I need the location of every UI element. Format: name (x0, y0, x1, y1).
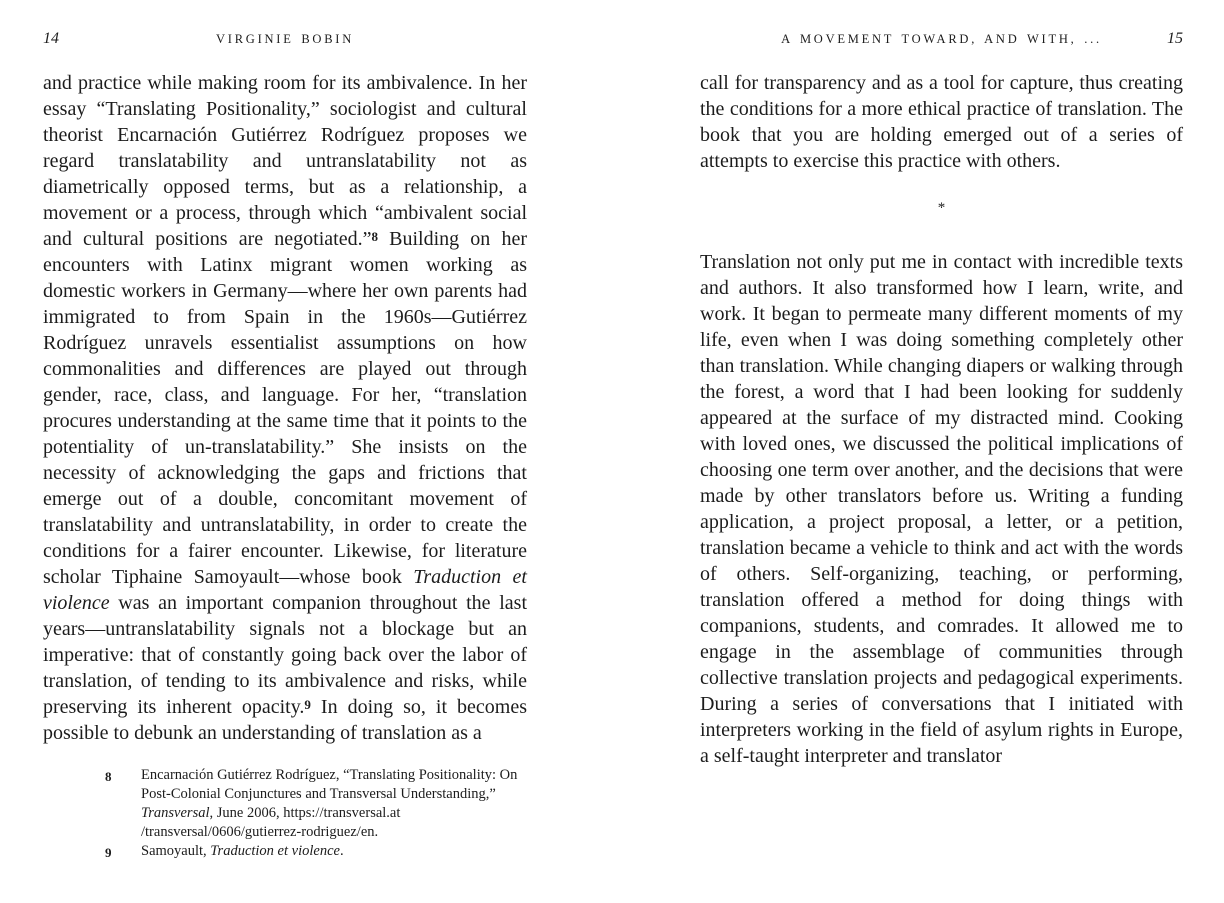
book-title-italic: Traduction et violence (43, 566, 527, 614)
page-header-left (43, 30, 527, 48)
footnote-marker-8: 8 (371, 229, 378, 245)
body-segment: In doing so, it becomes possible to debunk an understanding of translation as a (43, 696, 527, 744)
footnote-number: 8 (105, 769, 112, 784)
body-paragraph-right-1: call for transparency and as a tool for capture, thus creating the conditions for a more ethical practice of translation. The book that you are holding emerged out of a series of attempts to exercise this practice with others. (700, 72, 1183, 172)
body-paragraph-left (43, 70, 527, 746)
running-head-left: VIRGINIE BOBIN (216, 32, 354, 46)
footnote-text (141, 766, 527, 842)
section-divider-asterisk: * (937, 200, 946, 216)
footnote-number: 9 (105, 845, 112, 860)
footnotes-block (43, 766, 527, 862)
page-right (612, 0, 1224, 903)
footnote-marker-9: 9 (304, 697, 311, 713)
footnote-segment: , June 2006, https://transversal.at /transversal/0606/gutierrez-rodriguez/en. (141, 805, 401, 840)
body-segment: and practice while making room for its ambivalence. In her essay “Translating Positionality,” sociologist and cultural theorist Encarnación Gutiérrez Rodríguez proposes we regard translatability and untranslatability not as diametrically opposed terms, but as a relationship, a movement or a process, through which “ambivalent social and cultural positions are negotiated.” (43, 72, 527, 250)
book-title-italic: Traduction et violence (210, 843, 340, 859)
page-number-right: 15 (1167, 30, 1183, 47)
footnote-segment: Encarnación Gutiérrez Rodríguez, “Translating Positionality: On Post-Colonial Conjunctures and Transversal Understanding,” (141, 767, 518, 802)
page-number-left: 14 (43, 30, 59, 47)
footnote-9 (43, 842, 527, 862)
footnote-segment: Samoyault, (141, 843, 211, 859)
body-paragraph-right-2: Translation not only put me in contact with incredible texts and authors. It also transformed how I learn, write, and work. It began to permeate many different moments of my life, even when I was doing something completely other than translation. While changing diapers or walking through the forest, a word that I had been looking for suddenly appeared at the surface of my distracted mind. Cooking with loved ones, we discussed the political implications of choosing one term over another, and the decisions that were made by other translators before us. Writing a funding application, a project proposal, a letter, or a petition, translation became a vehicle to think and act with the words of others. Self-organizing, teaching, or performing, translation offered a method for doing things with companions, students, and comrades. It allowed me to engage in the assemblage of communities through collective translation projects and pedagogical experiments. During a series of conversations that I initiated with interpreters working in the field of asylum rights in Europe, a self-taught interpreter and translator (700, 251, 1183, 767)
page-header-right (700, 30, 1183, 48)
footnote-text (141, 842, 527, 862)
running-head-right: A MOVEMENT TOWARD, AND WITH, ... (781, 32, 1102, 46)
journal-title-italic: Transversal (141, 805, 210, 821)
body-segment: was an important companion throughout the last years—untranslatability signals not a blockage but an imperative: that of constantly going back over the labor of translation, of tending to its ambivalence and risks, while preserving its inherent opacity. (43, 592, 527, 718)
body-segment: Building on her encounters with Latinx migrant women working as domestic workers in Germany—where her own parents had immigrated to from Spain in the 1960s—Gutiérrez Rodríguez unravels essentialist assumptions on how commonalities and differences are played out through gender, race, class, and language. For her, “translation procures understanding at the same time that it points to the potentiality of un-translatability.” She insists on the necessity of acknowledging the gaps and frictions that emerge out of a double, concomitant movement of translatability and untranslatability, in order to create the conditions for a fairer encounter. Likewise, for literature scholar Tiphaine Samoyault—whose book (43, 228, 527, 588)
footnote-segment: . (339, 843, 344, 859)
footnote-8 (43, 766, 527, 842)
